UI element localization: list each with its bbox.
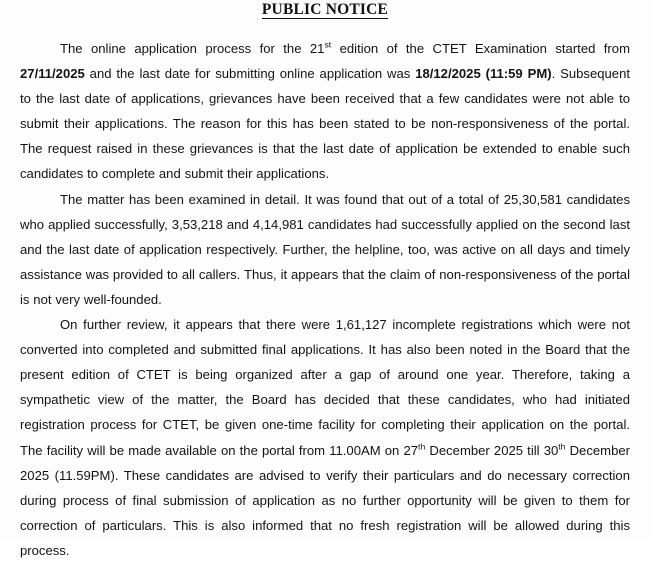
- notice-body: [20, 36, 630, 563]
- ordinal-suffix: th: [558, 441, 566, 452]
- emphasised-text: 27/11/2025: [20, 66, 85, 82]
- paragraph-1: The online application process for the 21st edition of the CTET Examination started from 27/11/2025 and the last date for submitting online application was 18/12/2025 (11:59 PM). Subsequent to the last date of applications, grievances have been received that a few candidates were not able to submit their applications. The reason for this has been stated to be non-responsiveness of the portal. The request raised in these grievances is that the last date of application be extended to enable such candidates to complete and submit their applications.: [20, 39, 630, 182]
- paragraph-2: The matter has been examined in detail. It was found that out of a total of 25,30,581 candidates who applied successfully, 3,53,218 and 4,14,981 candidates had successfully applied on the second last and the last date of application respectively. Further, the helpline, too, was active on all days and timely assistance was provided to all callers. Thus, it appears that the claim of non-responsiveness of the portal is not very well-founded.: [20, 191, 630, 307]
- ordinal-suffix: st: [324, 39, 332, 50]
- page-title: [0, 0, 650, 19]
- emphasised-text: 18/12/2025 (11:59 PM): [415, 66, 552, 82]
- ordinal-suffix: th: [418, 441, 426, 452]
- paragraph-3: On further review, it appears that there were 1,61,127 incomplete registrations which were not converted into completed and submitted final applications. It has also been noted in the Board that the present edition of CTET is being organized after a gap of around one year. Therefore, taking a sympathetic view of the matter, the Board has decided that these candidates, who had initiated registration process for CTET, be given one-time facility for completing their application on the portal. The facility will be made available on the portal from 11.00AM on 27th December 2025 till 30th December 2025 (11.59PM). These candidates are advised to verify their particulars and do necessary correction during process of final submission of application as no further opportunity will be given to them for correction of particulars. This is also informed that no fresh registration will be allowed during this process.: [20, 317, 631, 558]
- page-title-text: PUBLIC NOTICE: [261, 1, 389, 18]
